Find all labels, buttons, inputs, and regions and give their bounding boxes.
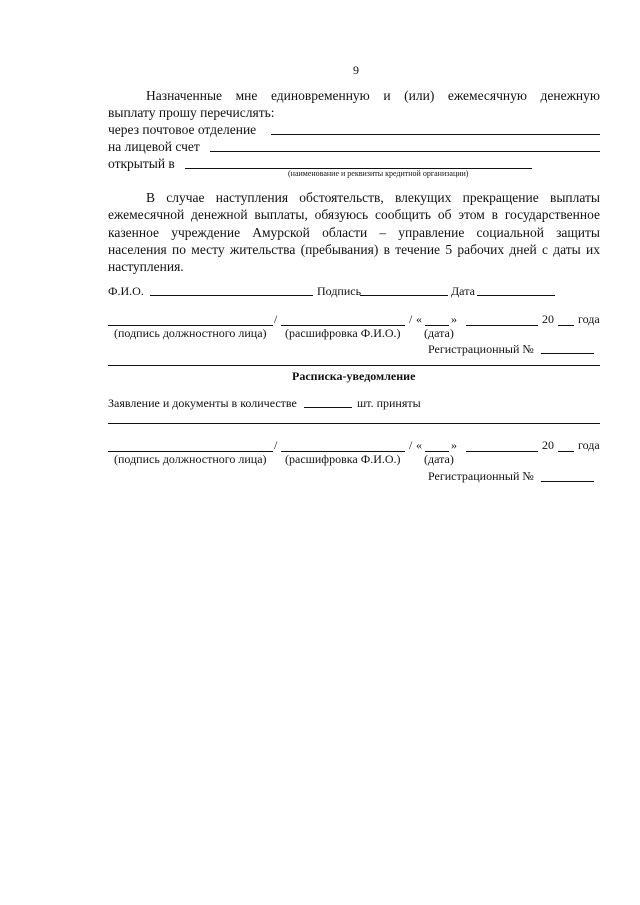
date-label: Дата [451,284,475,298]
year-field[interactable] [558,325,574,326]
date-caption: (дата) [424,452,454,466]
signature-label: Подпись [317,284,362,298]
post-office-label: через почтовое отделение [108,122,257,137]
slash-separator: / [274,438,278,452]
payment-intro-line1: Назначенные мне единовременную и (или) ежемесячную денежную [146,88,600,103]
payment-intro-line2: выплату прошу перечислять: [108,105,275,120]
bank-caption: (наименование и реквизиты кредитной организации) [288,169,469,178]
month-field[interactable] [466,325,538,326]
opened-in-label: открытый в [108,156,175,171]
obligation-paragraph [108,189,600,275]
fio-label: Ф.И.О. [108,284,144,298]
year-word: года [578,438,600,452]
year-prefix: 20 [542,438,554,452]
docs-count-field[interactable] [304,407,352,408]
date-field[interactable] [477,295,555,296]
section-divider [108,365,600,366]
blank-line[interactable] [108,423,600,424]
account-field[interactable] [210,151,600,152]
reg-number-label: Регистрационный № [428,342,534,356]
signature-field[interactable] [360,295,448,296]
quote-close: » [451,312,457,326]
page-number: 9 [353,63,359,77]
year-prefix: 20 [542,312,554,326]
month-field[interactable] [466,451,538,452]
name-caption: (расшифровка Ф.И.О.) [285,452,401,466]
year-field[interactable] [558,451,574,452]
date-caption: (дата) [424,326,454,340]
receipt-title: Расписка-уведомление [292,369,416,383]
quote-close: » [451,438,457,452]
slash-separator: / [409,312,413,326]
name-caption: (расшифровка Ф.И.О.) [285,326,401,340]
official-signature-caption: (подпись должностного лица) [114,452,267,466]
quote-open: « [416,438,422,452]
reg-number-label: Регистрационный № [428,469,534,483]
fio-field[interactable] [150,295,313,296]
docs-accepted-label: шт. приняты [357,396,421,410]
quote-open: « [416,312,422,326]
official-signature-caption: (подпись должностного лица) [114,326,267,340]
slash-separator: / [409,438,413,452]
reg-number-field[interactable] [541,353,594,354]
docs-count-label: Заявление и документы в количестве [108,396,297,410]
year-word: года [578,312,600,326]
account-label: на лицевой счет [108,139,200,154]
obligation-text: В случае наступления обстоятельств, влекущих прекращение выплаты ежемесячной денежной выплаты, обязуюсь сообщить об этом в государственное казенное учреждение Амурской области – управление социальной защиты населения по месту жительства (пребывания) в течение 5 рабочих дней с даты их наступления. [108,190,600,275]
slash-separator: / [274,312,278,326]
reg-number-field[interactable] [541,481,594,482]
post-office-field[interactable] [271,134,600,135]
